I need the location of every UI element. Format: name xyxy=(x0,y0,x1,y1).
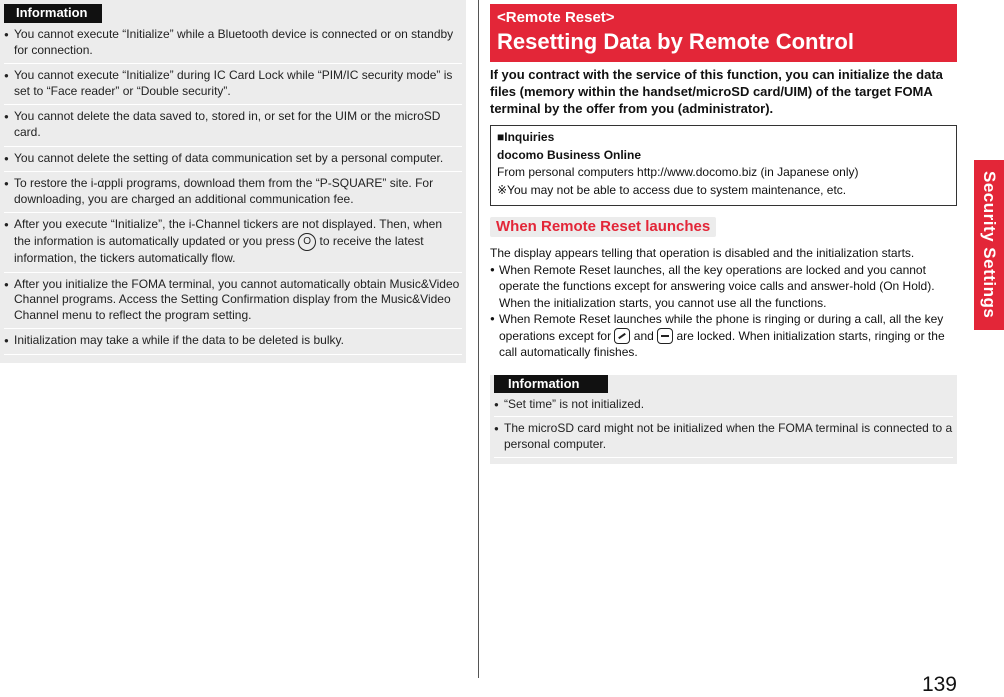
inquiry-box xyxy=(490,125,957,206)
bullet2-text-b: are locked. When initialization starts, ringing or the call automatically finishes. xyxy=(499,328,945,360)
ichannel-text-a: After you execute “Initialize”, the i-Channel tickers are not displayed. Then, when the information is automatically updated or you press xyxy=(14,217,443,249)
bullet2-and: and xyxy=(633,328,654,343)
list-item xyxy=(4,213,462,272)
list-item: ● The microSD card might not be initialized when the FOMA terminal is connected to a personal computer. xyxy=(494,417,953,457)
information-box xyxy=(0,0,466,363)
information-list xyxy=(4,23,462,355)
section-list xyxy=(490,262,957,361)
left-column xyxy=(0,0,466,363)
bullet2-text-a: When Remote Reset launches while the phone is ringing or during a call, all the key operations except for xyxy=(499,312,944,343)
intro-text: If you contract with the service of this function, you can initialize the data files (memory within the handset/microSD card/UIM) of the target FOMA terminal by the offer from you (administrator). xyxy=(490,67,943,116)
page-number: 139 xyxy=(921,673,957,696)
side-tab-label: Security Settings xyxy=(980,171,999,319)
information-list xyxy=(494,393,953,458)
inquiry-pc: From personal computers http://www.docomo.biz (in Japanese only) xyxy=(497,165,859,179)
list-item: ● Initialization may take a while if the data to be deleted is bulky. xyxy=(4,329,462,355)
list-item: ● You cannot delete the setting of data communication set by a personal computer. xyxy=(4,147,462,173)
section-paragraph: The display appears telling that operation is disabled and the initialization starts. xyxy=(490,246,915,260)
list-item: ● “Set time” is not initialized. xyxy=(494,393,953,418)
information-box-right xyxy=(490,375,957,464)
list-item: ● To restore the i-αppli programs, download them from the “P-SQUARE” site. For downloading, you are charged an additional communication fee. xyxy=(4,172,462,213)
inquiry-note: ※You may not be able to access due to system maintenance, etc. xyxy=(497,182,847,197)
list-item: ● When Remote Reset launches, all the key operations are locked and you cannot operate the functions except for answering voice calls and answer-hold (On Hold). When the initialization starts, you cannot use all the functions. xyxy=(490,262,957,312)
inquiry-heading: ■Inquiries xyxy=(497,130,555,144)
menu-key-icon: O xyxy=(298,233,316,251)
title-banner xyxy=(490,4,957,62)
call-key-icon xyxy=(614,328,630,344)
inquiry-name: docomo Business Online xyxy=(497,147,642,162)
list-item: ● You cannot execute “Initialize” during IC Card Lock while “PIM/IC security mode” is set to “Face reader” or “Double security”. xyxy=(4,64,462,105)
information-tag: Information xyxy=(4,4,102,23)
list-item: ● You cannot execute “Initialize” while a Bluetooth device is connected or on standby for connection. xyxy=(4,23,462,64)
section-heading: When Remote Reset launches xyxy=(490,217,716,237)
list-item xyxy=(490,311,957,361)
right-column xyxy=(490,4,957,464)
list-item: ● After you initialize the FOMA terminal, you cannot automatically obtain Music&Video Channel programs. Access the Setting Confirmation display from the Music&Video Channel menu to reflect the program setting. xyxy=(4,273,462,330)
title-subtitle: <Remote Reset> xyxy=(497,9,615,26)
column-divider xyxy=(478,0,479,678)
list-item: ● You cannot delete the data saved to, stored in, or set for the UIM or the microSD card. xyxy=(4,105,462,146)
information-tag: Information xyxy=(494,375,608,393)
section-side-tab xyxy=(974,160,1004,330)
end-key-icon xyxy=(657,328,673,344)
page-title: Resetting Data by Remote Control xyxy=(497,29,854,54)
ichannel-text-b: to receive the latest information, the tickers automatically flow. xyxy=(14,234,424,265)
